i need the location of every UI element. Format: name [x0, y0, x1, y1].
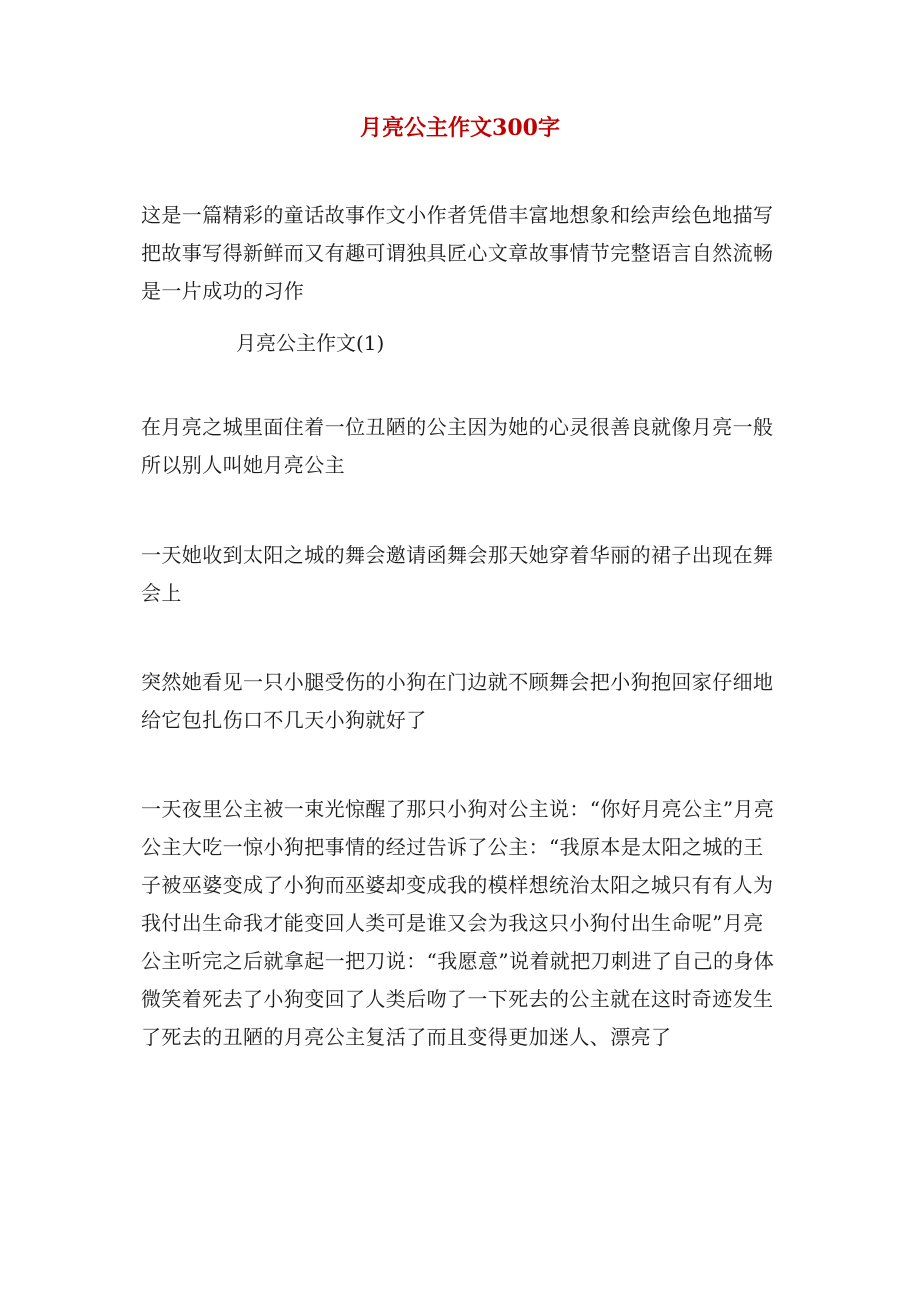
intro-paragraph: 这是一篇精彩的童话故事作文小作者凭借丰富地想象和绘声绘色地描写把故事写得新鲜而又有趣可谓独具匠心文章故事情节完整语言自然流畅是一片成功的习作 [141, 203, 774, 303]
body-paragraph-2: 一天她收到太阳之城的舞会邀请函舞会那天她穿着华丽的裙子出现在舞会上 [141, 543, 774, 605]
body-paragraph-1: 在月亮之城里面住着一位丑陋的公主因为她的心灵很善良就像月亮一般所以别人叫她月亮公主 [141, 415, 774, 477]
section-subheading: 月亮公主作文(1) [236, 331, 385, 355]
body-paragraph-3: 突然她看见一只小腿受伤的小狗在门边就不顾舞会把小狗抱回家仔细地给它包扎伤口不几天小狗就好了 [141, 670, 774, 732]
page-title: 月亮公主作文300字 [360, 115, 560, 141]
body-paragraph-4: 一天夜里公主被一束光惊醒了那只小狗对公主说：“你好月亮公主”月亮公主大吃一惊小狗把事情的经过告诉了公主：“我原本是太阳之城的王子被巫婆变成了小狗而巫婆却变成我的模样想统治太阳之城只有有人为我付出生命我才能变回人类可是谁又会为我这只小狗付出生命呢”月亮公主听完之后就拿起一把刀说：“我愿意”说着就把刀刺进了自己的身体微笑着死去了小狗变回了人类后吻了一下死去的公主就在这时奇迹发生了死去的丑陋的月亮公主复活了而且变得更加迷人、漂亮了 [141, 797, 775, 1049]
